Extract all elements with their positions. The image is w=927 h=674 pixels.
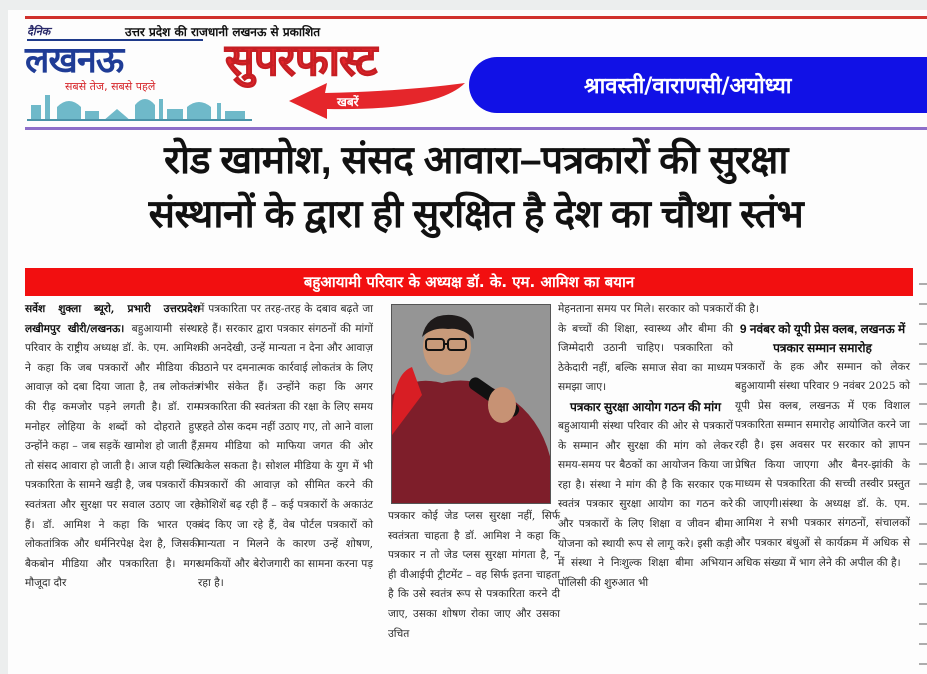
published-from-tagline: उत्तर प्रदेश की राजधानी लखनऊ से प्रकाशित <box>125 25 321 39</box>
sub-headline-banner <box>25 268 913 296</box>
sub-headline: बहुआयामी परिवार के अध्यक्ष डॉ. के. एम. आमिश का बयान <box>303 273 635 291</box>
daily-label: दैनिक <box>27 25 51 38</box>
column-text: की है। <box>735 303 759 315</box>
arrow-icon <box>287 81 467 121</box>
article-photo <box>391 304 551 504</box>
article-column-5 <box>735 300 910 573</box>
person-with-microphone-icon <box>392 305 551 504</box>
city-skyline-icon <box>27 93 252 121</box>
headline-line-1: रोड खामोश, संसद आवारा–पत्रकारों की सुरक्षा <box>164 139 788 182</box>
column-text: मेहनताना समय पर मिले। सरकार को पत्रकारों के बच्चों की शिक्षा, स्वास्थ्य और बीमा की जिम्मेदारी उठानी चाहिए। पत्रकारिता को ठेकेदारी नहीं, बल्कि समाज सेवा का माध्यम समझा जाए। <box>558 303 733 394</box>
column-text: पत्रकार कोई जेड प्लस सुरक्षा नहीं, सिर्फ स्वतंत्रता चाहता है डॉ. आमिश ने कहा कि पत्रकार न तो जेड प्लस सुरक्षा मांगता है, न ही वीआईपी ट्रीटमेंट – वह सिर्फ इतना चाहता है कि उसे स्वतंत्र रूप से पत्रकारिता करने दी जाए, उसका शोषण रोका जाए और उसका उचित <box>388 510 560 640</box>
column-text: पत्रकारों के हक और सम्मान को लेकर बहुआयामी संस्था परिवार 9 नवंबर 2025 को यूपी प्रेस क्लब, लखनऊ में एक विशाल पत्रकारिता सम्मान समारोह आयोजित करने जा रही है। इस अवसर पर सरकार को ज्ञापन प्रेषित किया जाएगा और बैनर-झांकी के माध्यम से पत्रकारिता की सच्ची तस्वीर प्रस्तुत की जाएगी।संस्था के अध्यक्ष डॉ. के. एम. आमिश ने सभी पत्रकार संगठनों, संचालकों और पत्रकार बंधुओं से कार्यक्रम में अधिक से अधिक संख्या में भाग लेने की अपील की है। <box>735 360 910 569</box>
khabre-label: खबरें <box>337 95 359 109</box>
article-headline <box>25 134 927 242</box>
paper-name-lucknow: लखनऊ <box>25 39 124 81</box>
adjacent-article-edge <box>919 270 927 674</box>
masthead-bottom-rule <box>25 127 927 130</box>
section-subhead: पत्रकार सुरक्षा आयोग गठन की मांग <box>570 399 721 414</box>
article-column-1 <box>25 300 200 594</box>
article-column-4 <box>558 300 733 593</box>
column-text: में पत्रकारिता पर तरह-तरह के दबाव बढ़ते जा रहे हैं। सरकार द्वारा पत्रकार संगठनों की मांगों की अनदेखी, उन्हें मान्यता न देना और आवाज़ उठाने पर दमनात्मक कार्रवाई लोकतंत्र के लिए गंभीर संकेत हैं। उन्होंने कहा कि अगर पत्रकारिता की स्वतंत्रता की रक्षा के लिए समय रहते ठोस कदम नहीं उठाए गए, तो आने वाला समय मीडिया को माफिया जगत की ओर धकेल सकता है। सोशल मीडिया के युग में भी पत्रकारों की आवाज़ को सीमित करने की कोशिशें बढ़ रही हैं – कई पत्रकारों के अकाउंट बंद किए जा रहे हैं, वेब पोर्टल पत्रकारों को मान्यता न मिलने के कारण उन्हें शोषण, धमकियों और बेरोजगारी का सामना करना पड़ रहा है। <box>198 303 373 590</box>
newspaper-page <box>8 10 927 674</box>
byline: सर्वेश शुक्ला ब्यूरो, प्रभारी उत्तरप्रदेश लखीमपुर खीरी/लखनऊ। <box>25 303 200 335</box>
masthead-top-rule <box>25 16 927 19</box>
region-banner <box>469 57 927 113</box>
masthead <box>25 21 927 125</box>
paper-slogan: सबसे तेज, सबसे पहले <box>65 80 156 93</box>
paper-name-superfast: सुपरफास्ट <box>225 35 377 86</box>
column-text: बहुआयामी संस्था परिवार की ओर से पत्रकारों के सम्मान और सुरक्षा की मांग को लेकर समय-समय पर बैठकों का आयोजन किया जा रहा है। संस्था ने मांग की है कि सरकार एक स्वतंत्र पत्रकार सुरक्षा आयोग का गठन करे और पत्रकारों के लिए शिक्षा व जीवन बीमा योजना को स्थायी रूप से लागू करे। इसी कड़ी में संस्था ने निःशुल्क शिक्षा बीमा अभियान पॉलिसी की शुरुआत भी <box>558 419 733 589</box>
headline-line-2: संस्थानों के द्वारा ही सुरक्षित है देश का चौथा स्तंभ <box>148 193 804 236</box>
column-text: बहुआयामी संस्था परिवार के राष्ट्रीय अध्यक्ष डॉ. के. एम. आमिश ने कहा कि जब पत्रकारों और मीडिया की आवाज़ को दबा दिया जाता है, तब लोकतंत्र की रीढ़ कमजोर पड़ने लगती है। डॉ. राम मनोहर लोहिया के शब्दों को दोहराते हुए उन्होंने कहा – जब सड़कें खामोश हो जाती हैं, तो संसद आवारा हो जाती है। आज यही स्थिति पत्रकारिता के सामने खड़ी है, जब पत्रकारों की स्वतंत्रता और सुरक्षा पर सवाल उठाए जा रहे हैं। डॉ. आमिश ने कहा कि भारत एक लोकतांत्रिक और धर्मनिरपेक्ष देश है, जिसकी बैकबोन मीडिया और पत्रकारिता है। मगर मौजूदा दौर <box>25 322 201 590</box>
article-column-2 <box>198 300 373 594</box>
article-column-3 <box>388 507 560 644</box>
section-subhead: 9 नवंबर को यूपी प्रेस क्लब, लखनऊ में पत्रकार सम्मान समारोह <box>739 321 906 355</box>
region-label: श्रावस्ती/वाराणसी/अयोध्या <box>584 74 792 99</box>
